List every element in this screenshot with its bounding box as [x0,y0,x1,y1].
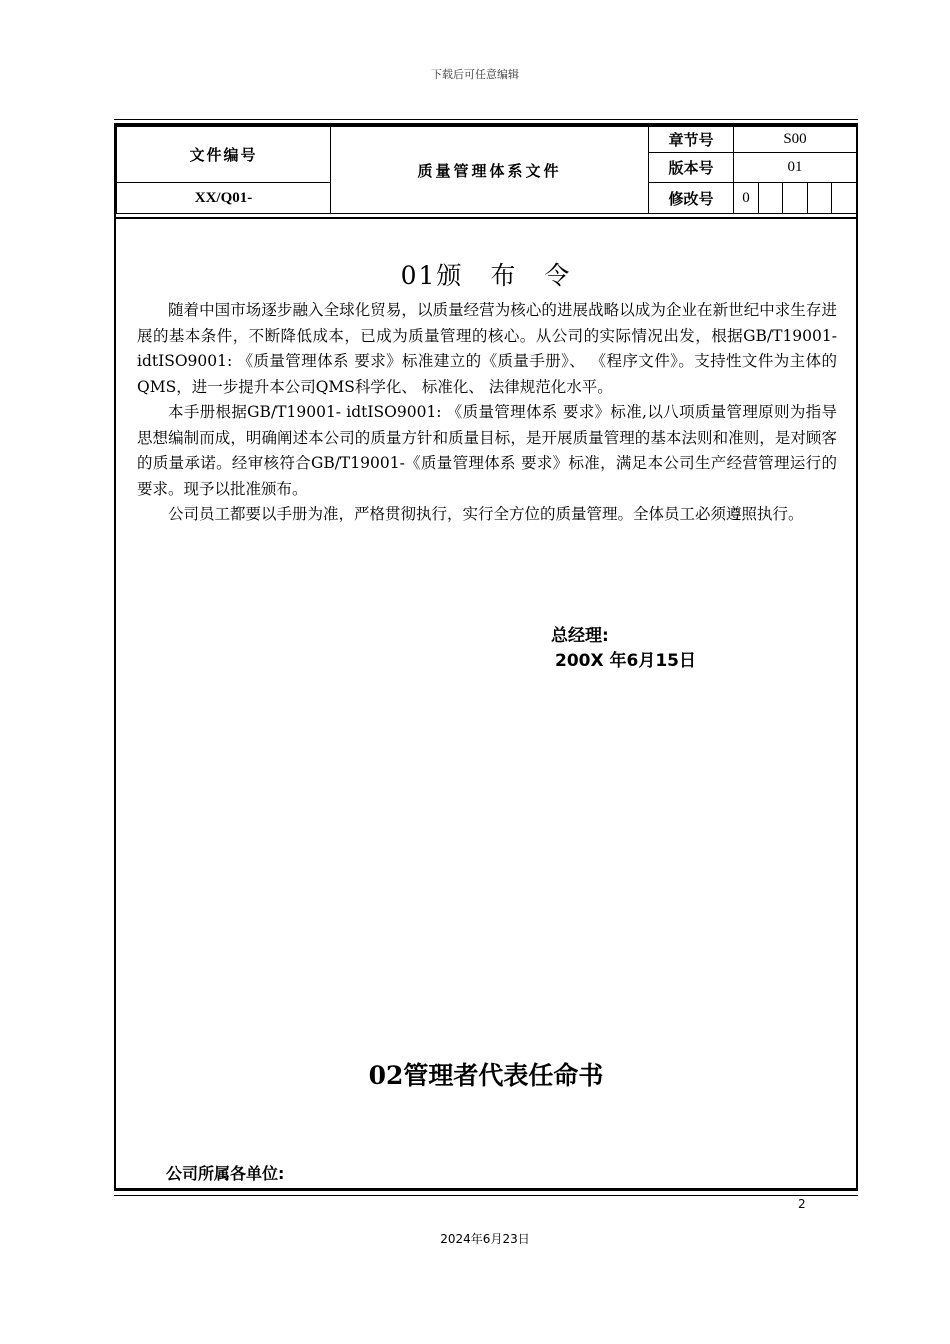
version-value: 01 [734,153,857,183]
header-separator [116,217,856,219]
document-title: 质量管理体系文件 [331,127,649,214]
document-header-table [116,126,857,214]
version-label: 版本号 [649,153,734,183]
body-paragraph: 公司员工都要以手册为准，严格贯彻执行，实行全方位的质量管理。全体员工必须遵照执行。 [168,505,804,523]
body-paragraph: 随着中国市场逐步融入全球化贸易，以质量经营为核心的进展战略以成为企业在新世纪中求生存进展的基本条件，不断降低成本，已成为质量管理的核心。从公司的实际情况出发，根据GB/T19001- idtISO9001: 《质量管理体系 要求》标准建立的《质量手册》、 《程序文件》。支持性文件为主体的QMS，进一步提升本公司QMS科学化、 标准化、 法律规范化水平。 [137,301,837,396]
revision-cell [783,183,808,214]
section1-number: 01 [400,261,437,290]
signature-date: 200X 年6月15日 [555,651,696,671]
addressee-label: 公司所属各单位: [166,1164,285,1183]
section1-title [116,256,856,292]
revision-value: 0 [734,183,759,214]
section1-body [137,298,837,528]
file-number-label: 文件编号 [117,127,331,183]
document-frame [114,123,858,1191]
section1-heading: 颁 布 令 [436,261,572,290]
body-paragraph: 本手册根据GB/T19001- idtISO9001: 《质量管理体系 要求》标准,以八项质量管理原则为指导思想编制而成，明确阐述本公司的质量方针和质量目标，是开展质量管理的基本法则和准则，是对顾客的质量承诺。经审核符合GB/T19001-《质量管理体系 要求》标准，满足本公司生产经营管理运行的要求。现予以批准颁布。 [137,403,837,498]
revision-cell [832,183,857,214]
revision-cell [808,183,832,214]
signature-block [551,624,696,674]
section2-number: 02 [368,1061,404,1090]
chapter-value: S00 [734,127,857,153]
top-note: 下载后可任意编辑 [431,68,519,81]
chapter-label: 章节号 [649,127,734,153]
signer-label: 总经理: [551,626,609,646]
revision-label: 修改号 [649,183,734,214]
section2-title [116,1056,856,1092]
footer-date: 2024年6月23日 [440,1232,530,1246]
revision-cell [759,183,783,214]
file-number-value: XX/Q01- [117,183,331,214]
section2-heading: 管理者代表任命书 [403,1061,604,1090]
page-number: 2 [798,1197,806,1211]
